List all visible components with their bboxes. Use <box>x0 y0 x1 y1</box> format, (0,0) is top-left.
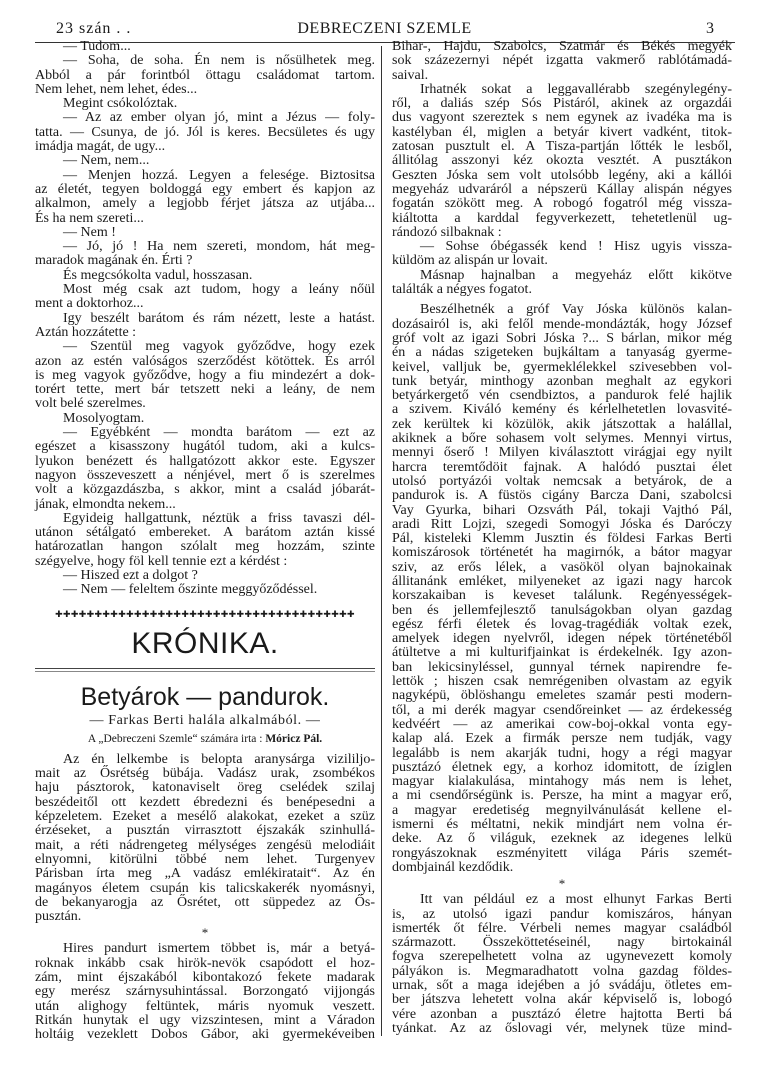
text-line: — Nem, nem... <box>63 153 150 169</box>
paragraph <box>35 569 375 583</box>
text-line: is meg vagyok győződve, hogy a fiu mindezért a dok- <box>35 367 375 383</box>
text-line: magányos életem csupán kis talicskakerék nyomásnyi, <box>35 880 375 896</box>
text-line: kedvéért — az amerikai cow-boj-okkal vonta egy- <box>392 716 732 732</box>
text-line: saival. <box>392 67 429 83</box>
text-line: Abból a pár forintból öttagu családomat tartom. <box>35 67 375 83</box>
text-line: — Sohse óbégassék kend ! Hisz ugyis vissza- <box>420 239 732 255</box>
text-line: ment a doktorhoz... <box>35 296 144 312</box>
text-line: ber játszva lehetett volna akár képviselő is, lobogó <box>392 992 732 1008</box>
text-line: nagyon összeveszett a nénjével, mert ő is szerelmes <box>35 467 375 483</box>
text-line: lyukon benézett és hallgatózott akkor este. Egyszer <box>35 453 375 469</box>
text-line: urnak, sőt a maga idejében a jó svádáju, ötletes em- <box>392 978 732 993</box>
text-line: de bekanyarogja az Ősrétet, ott süppedez az Ős- <box>35 894 375 910</box>
text-line: keivel, valljuk be, gyermeklélekkel szivesebben vol- <box>392 359 732 375</box>
paragraph <box>35 412 375 426</box>
paragraph <box>35 283 375 312</box>
text-line: sok százezernyi népét izgatta vakmerő rablótámadá- <box>392 53 732 69</box>
text-line: megyeház udvaráról a népszerü Kállay alispán négyes <box>392 181 732 197</box>
text-line: Párisban írta meg „A vadász emlékiratait“. Az én <box>35 866 375 882</box>
paragraph <box>35 340 375 411</box>
text-line: Másnap hajnalban a megyeház előtt kikötve <box>420 267 732 283</box>
text-line: találták a négyes fogatot. <box>392 282 532 298</box>
text-line: — Szentül meg vagyok győződve, hogy ezek <box>63 339 375 355</box>
ornament-divider: ✚✚✚✚✚✚✚✚✚✚✚✚✚✚✚✚✚✚✚✚✚✚✚✚✚✚✚✚✚✚✚✚✚✚✚✚✚✚ <box>55 609 355 620</box>
text-line: akiknek a bőre sohasem volt selymes. Mennyi virtus, <box>392 431 732 447</box>
text-line: magyar kialakulása, mintahogy más nem is lehet, <box>392 774 732 790</box>
text-line: dombjainál kezdődik. <box>392 859 514 875</box>
text-line: volt a közgazdászba, s akkor, mint a család jóbarát- <box>35 482 375 498</box>
text-line: Itt van például ez a most elhunyt Farkas Berti <box>420 892 732 908</box>
left-column <box>35 40 375 1043</box>
text-line: Most még csak azt tudom, hogy a leány nőül <box>63 282 375 298</box>
text-line: — Jó, jó ! Ha nem szereti, mondom, hát meg- <box>63 239 375 255</box>
article-body-left <box>35 753 375 1043</box>
text-line: harcra teremtődöit fajnak. A halódó pusztai élet <box>392 459 732 475</box>
text-line: rándozó silbaknak : <box>392 224 502 240</box>
text-line: betyárkergető vén csendbiztos, a pandurok felé hajlik <box>392 388 732 404</box>
text-line: ben és jellemfejlesztő tanulságokban olyan gazdag <box>392 602 732 618</box>
paragraph <box>35 154 375 168</box>
text-line: — Az az ember olyan jó, mint a Jézus — foly- <box>63 110 375 126</box>
text-line: egy merész szárnysuhintással. Borzongató vijjongás <box>35 984 375 1000</box>
text-line: Geszten Jóska sem volt utolsóbb legény, aki a kállói <box>392 167 732 183</box>
text-line: mait az Ősrétség bübája. Vadász urak, zsombékos <box>35 766 375 782</box>
text-line: határozatlan hangon szólalt meg hozzám, szinte <box>35 539 375 555</box>
paragraph <box>35 426 375 512</box>
text-line: gróf volt az igazi Sobri Jóska ?... S bárlan, mikor még <box>392 330 732 346</box>
text-line: jának, elmondta nekem... <box>35 496 176 512</box>
text-line: — Hiszed ezt a dolgot ? <box>63 567 198 583</box>
text-line: Pál, kisteleki Klemm Jusztin és földesi Farkas Berti <box>392 531 732 547</box>
text-line: az életét, tegyen boldoggá egy embert és kapjon az <box>35 181 375 197</box>
text-line: ismerni és méltatni, nekik mindjárt nem volna ér- <box>392 817 732 833</box>
text-line: És megcsókolta vadul, hosszasan. <box>63 267 253 283</box>
text-line: a szivem. Kiváló kemény és kérlelhetetlen lovasvité- <box>392 402 732 418</box>
text-line: — Soha, de soha. Én nem is nősülhetek meg. <box>63 53 375 69</box>
paragraph <box>35 54 375 97</box>
paragraph <box>35 942 375 1042</box>
text-line: zám, mint éjszakából kibontakozó fekete madarak <box>35 970 375 986</box>
text-line: küldöm az alispán ur lovait. <box>392 253 548 269</box>
text-line: képzeletem. Ezeket a mesélő alakokat, ezeket a szüz <box>35 809 375 825</box>
text-line: imádja magát, de ugy... <box>35 139 166 155</box>
text-line: nagyképü, öblöshangu emeletes szamár pesti modern- <box>392 688 732 704</box>
paragraph <box>35 753 375 925</box>
text-line: állitanánk emléket, milyeneket az igazi nagy harcok <box>392 573 732 589</box>
text-line: Megint csókolóztak. <box>63 96 178 112</box>
text-line: roknak inkább csak hirök-nevök csapódott el hoz- <box>35 955 375 971</box>
text-line: érzéseket, a pusztán virrasztott éjszakák szinhullá- <box>35 823 375 839</box>
paragraph <box>35 97 375 111</box>
paragraph <box>35 312 375 341</box>
article-subtitle: — Farkas Berti halála alkalmából. — <box>89 712 321 728</box>
section-break-asterisk: * <box>558 876 566 892</box>
text-line: Nem lehet, nem lehet, édes... <box>35 81 198 97</box>
text-line: szégyelve, hogy föl kell tennie ezt a kérdést : <box>35 553 288 569</box>
paragraph <box>35 583 375 597</box>
text-line: pusztázó életnek egy, a korhoz idomitott, de íziglen <box>392 759 732 775</box>
text-line: zek kerültek ki közülök, akik játszottak a halállal, <box>392 416 732 432</box>
text-line: állitólag asszonyi kéz okozta vesztét. A pusztákon <box>392 153 732 169</box>
text-line: dozásairól is, aki felől mende-mondázták, hogy József <box>392 316 732 332</box>
text-line: tatta. — Csunya, de jó. Jól is keres. Becsületes és ugy <box>35 124 375 140</box>
issue-label: 23 szán . . <box>56 20 132 37</box>
text-line: pusztán. <box>35 909 82 925</box>
section-rule <box>35 668 375 672</box>
text-line: utolsó portyázói voltak nemcsak a betyárok, de a <box>392 473 732 489</box>
journal-title: DEBRECZENI SZEMLE <box>297 20 472 37</box>
text-line: pályákon is. Megmaradhatott volna gazdag földes- <box>392 963 732 979</box>
text-line: holtáig vezeklett Dobos Gábor, aki gyermekéveiben <box>35 1027 375 1043</box>
paragraph <box>35 240 375 269</box>
text-line: volt belé szerelmes. <box>35 396 146 412</box>
right-column <box>392 40 732 1036</box>
paragraph <box>392 83 732 240</box>
text-line: torért tette, mert bár tetszett neki a leány, de nem <box>35 382 375 398</box>
byline-prefix: A „Debreczeni Szemle“ számára irta : <box>87 732 263 745</box>
text-line: kiáltotta a karddal fegyverkezett, tehetetlenül ug- <box>392 210 732 226</box>
paragraph <box>392 303 732 875</box>
text-line: Ritkán hunytak el ugy vizszintesen, mint a Váradon <box>35 1012 375 1028</box>
text-line: után alighogy feltüntek, máris nyomuk veszett. <box>35 998 375 1014</box>
text-line: alkalmon, amely a legjobb férjet játsza az utjába... <box>35 196 375 212</box>
article-title: Betyárok — pandurok. <box>80 682 330 711</box>
text-line: És ha nem szereti... <box>35 210 144 226</box>
paragraph <box>392 269 732 298</box>
text-line: kalap alá. Ezek a firmák persze nem tudják, vagy <box>392 731 732 747</box>
article-body-right <box>392 40 732 1036</box>
text-line: haju pásztorok, katonaviselt öreg cselédek szilaj <box>35 780 375 796</box>
text-line: Beszélhetnék a gróf Vay Jóska különös kalan- <box>420 302 732 318</box>
text-line: vére azonban a pusztázó életre hajtotta Berti bá <box>392 1006 732 1022</box>
text-line: tunk betyár, minthogy azonban meghalt az egykori <box>392 373 732 389</box>
text-line: sziv, az erős lélek, a vasököl olyan bajnokainak <box>392 559 732 575</box>
text-line: utánon sétálgató embereket. A barátom aztán kissé <box>35 525 375 541</box>
text-line: ban lekicsinyléssel, gunnyal térnek napirendre fe- <box>392 659 732 675</box>
page-number: 3 <box>706 20 714 37</box>
text-line: Mosolyogtam. <box>63 410 145 426</box>
text-line: — Tudom... <box>63 39 131 54</box>
text-line: komiszárosok történetét ha magirnók, a bátor magyar <box>392 545 732 561</box>
text-line: aradi Ritt Lojzi, szegedi Somogyi Jóska és Daróczy <box>392 516 732 532</box>
text-line: is, az utolsó igazi pandur komiszáros, hányan <box>392 906 732 922</box>
text-line: én a nádas szigeteken bujkáltam a tanyaság gyerme- <box>392 345 732 361</box>
text-line: — Nem — feleltem őszinte meggyőződéssel. <box>63 582 318 598</box>
text-line: amelyek idegen nyelvről, idegen népek történetéből <box>392 631 732 647</box>
text-line: — Egyébként — mondta barátom — ezt az <box>63 425 375 441</box>
text-line: azon az estén valóságos szerződést kötöttek. És arról <box>35 353 375 369</box>
text-line: elnyomni, kitörülni többé nem lehet. Turgenyev <box>35 851 375 867</box>
text-line: egész férfi életek és lovag-tragédiák voltak ezek, <box>392 616 732 632</box>
text-line: — Menjen hozzá. Legyen a felesége. Biztositsa <box>63 167 375 183</box>
section-break-asterisk: * <box>201 925 209 941</box>
article-byline <box>35 730 375 748</box>
text-line: mennyi őserő ! Milyen kiválasztott virágjai egy nyilt <box>392 445 732 461</box>
text-line: Az én lelkembe is belopta aranysárga vizililjo- <box>63 751 375 767</box>
paragraph <box>35 226 375 240</box>
text-line: — Nem ! <box>63 224 116 240</box>
text-line: korszakaiban is keveset találunk. Regényességek- <box>392 588 732 604</box>
text-line: től, a mi derék magyar csendőreinket — az érdekesség <box>392 702 732 718</box>
text-line: átültetve a mi kulturifjainkat is érdekelnék. Igy azon- <box>392 645 732 661</box>
paragraph <box>35 169 375 226</box>
text-line: kastélyban él, miglen a betyár kivert vadként, titok- <box>392 124 732 140</box>
text-line: fogva szerepelhetett volna az ugynevezett komoly <box>392 949 732 965</box>
text-line: ről, a daliás szép Sós Pistáról, akinek az orgazdái <box>392 96 732 112</box>
text-line: beszédeitől ott kezdett ébredezni és benépesedni a <box>35 794 375 810</box>
paragraph <box>392 893 732 1036</box>
text-line: zatosan pusztult el. A Tisza-partján lőtték le lesből, <box>392 139 732 155</box>
text-line: pandurok is. A füstös cigány Barcza Dani, szabolcsi <box>392 488 732 504</box>
paragraph <box>35 512 375 569</box>
text-line: Bihar-, Hajdu, Szabolcs, Szatmár és Békés megyék <box>392 39 732 54</box>
text-line: ismerték őt félre. Vérbeli nemes magyar családból <box>392 920 732 936</box>
text-line: származott. Összeköttetéseinél, nagy birtokainál <box>392 935 732 951</box>
text-line: a mi csendőrségünk is. Persze, ha mint a magyar erő, <box>392 788 732 804</box>
text-line: rongyászoknak eszményitett világa Páris szemét- <box>392 845 732 861</box>
paragraph <box>392 40 732 83</box>
text-line: maradok magának én. Érti ? <box>35 253 193 269</box>
text-line: Vay Gyurka, bihari Ozsváth Pál, tokaji Vajthó Pál, <box>392 502 732 518</box>
author-name: Móricz Pál. <box>265 732 323 745</box>
text-line: legalább is nem akarják tudni, hogy a régi magyar <box>392 745 732 761</box>
section-title: KRÓNIKA. <box>131 626 279 660</box>
text-line: mait, a réti nádrengeteg mélységes zengésü melodiáit <box>35 837 375 853</box>
text-line: deke. Az ő világuk, ezeknek az idegenes lelkü <box>392 831 732 847</box>
column-divider <box>381 46 382 1036</box>
text-line: lettök ; hiszen csak nemrégeniben olvastam az egyik <box>392 674 732 690</box>
text-line: fogatán szökött meg. A robogó fogatról még vissza- <box>392 196 732 212</box>
text-line: Egyideig hallgattunk, néztük a friss tavaszi dél- <box>63 510 375 526</box>
paragraph <box>392 240 732 269</box>
text-line: Igy beszélt barátom és rám nézett, leste a hatást. <box>63 310 375 326</box>
paragraph <box>35 269 375 283</box>
text-line: dus vagyont szereztek s nem egynek az ivadéka ma is <box>392 110 732 126</box>
text-line: Hires pandurt ismertem többet is, már a betyá- <box>63 941 375 957</box>
text-line: tyánkat. Az az őslovagi vér, melynek tüze mind- <box>392 1020 732 1036</box>
story-ending <box>35 40 375 598</box>
paragraph <box>35 111 375 154</box>
text-line: Irhatnék sokat a leggavallérabb szegénylegény- <box>420 81 732 97</box>
text-line: a magyar eredetiség megnyilvánulását kellene el- <box>392 802 732 818</box>
text-line: Aztán hozzátette : <box>35 324 137 340</box>
text-line: egészet a kisasszony hugától tudom, aki a kulcs- <box>35 439 375 455</box>
